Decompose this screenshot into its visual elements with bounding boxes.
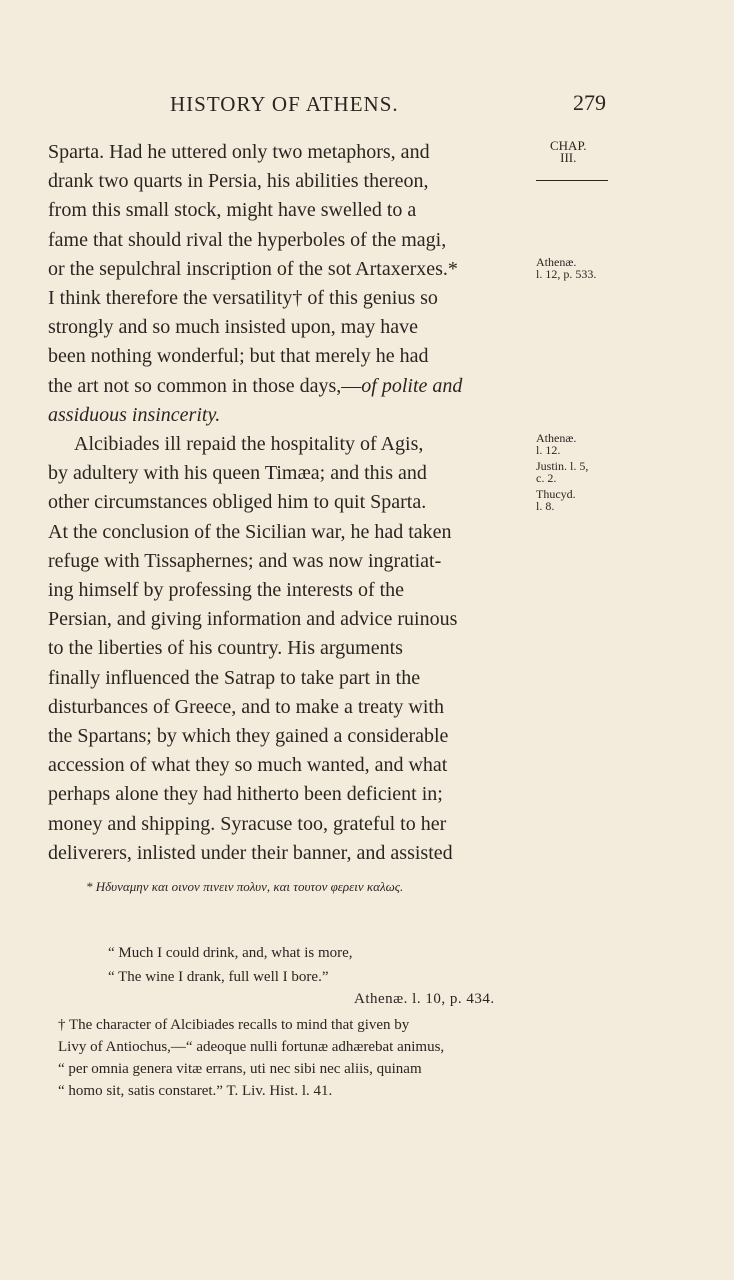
text-line: deliverers, inlisted under their banner, and assisted — [48, 841, 453, 864]
footnote-dagger — [58, 1014, 538, 1102]
text-line: strongly and so much insisted upon, may have — [48, 316, 418, 339]
text-line: I think therefore the versatility† of this genius so — [48, 287, 438, 310]
margin-note-text: Athenæ. — [536, 431, 577, 445]
margin-note-text: Thucyd. — [536, 487, 576, 501]
text-line: or the sepulchral inscription of the sot Artaxerxes.* — [48, 257, 458, 280]
text-line: refuge with Tissaphernes; and was now ingratiat- — [48, 549, 442, 572]
text-line: perhaps alone they had hitherto been deficient in; — [48, 783, 443, 806]
text-line: disturbances of Greece, and to make a treaty with — [48, 695, 444, 718]
margin-note-text: l. 12, p. 533. — [536, 267, 597, 281]
margin-note-text: Justin. l. 5, — [536, 459, 589, 473]
text-line: money and shipping. Syracuse too, grateful to her — [48, 812, 447, 835]
text-line: assiduous insincerity. — [48, 403, 221, 426]
footnote-citation: Athenæ. l. 10, p. 434. — [354, 991, 495, 1007]
footnote-verse-line: “ The wine I drank, full well I bore.” — [108, 969, 329, 985]
text-line — [48, 372, 534, 401]
footnote-greek: * Ηδυναμην και οινον πινειν πολυν, και τουτον φερειν καλως. — [86, 879, 404, 894]
margin-note-athenae-2 — [536, 432, 576, 456]
text-line: to the liberties of his country. His arguments — [48, 637, 403, 660]
page-number: 279 — [573, 90, 606, 115]
text-line: from this small stock, might have swelled to a — [48, 199, 417, 222]
text-line: finally influenced the Satrap to take part in the — [48, 666, 421, 689]
paragraph-start-line: Alcibiades ill repaid the hospitality of Agis, — [74, 433, 424, 456]
footnote-line: “ homo sit, satis constaret.” T. Liv. Hist. l. 41. — [58, 1083, 333, 1099]
footnote-verse-line: “ Much I could drink, and, what is more, — [108, 945, 353, 961]
margin-note-text: l. 12. — [536, 443, 561, 457]
running-title: HISTORY OF ATHENS. — [170, 92, 399, 116]
margin-note-athenae-1 — [536, 256, 596, 280]
text-line: the Spartans; by which they gained a considerable — [48, 725, 449, 748]
margin-note-justin — [536, 460, 588, 484]
text-line: ing himself by professing the interests of the — [48, 579, 405, 602]
text-line: fame that should rival the hyperboles of the magi, — [48, 228, 447, 251]
margin-note-text: c. 2. — [536, 471, 557, 485]
footnote-line: “ per omnia genera vitæ errans, uti nec sibi nec aliis, quinam — [58, 1061, 422, 1077]
footnote-line: Livy of Antiochus,—“ adeoque nulli fortunæ adhærebat animus, — [58, 1039, 445, 1055]
text-line: by adultery with his queen Timæa; and this and — [48, 462, 427, 485]
chapter-marker — [550, 140, 587, 164]
chapter-label: CHAP. — [550, 138, 587, 153]
margin-note-text: l. 8. — [536, 499, 555, 513]
text-line: accession of what they so much wanted, and what — [48, 754, 448, 777]
chapter-rule — [536, 180, 608, 181]
text-line: Sparta. Had he uttered only two metaphors, and — [48, 141, 430, 163]
text-line: Persian, and giving information and advice ruinous — [48, 608, 458, 631]
text-line: other circumstances obliged him to quit Sparta. — [48, 491, 427, 514]
text-fragment: the art not so common in those days,— — [48, 374, 362, 397]
text-line: At the conclusion of the Sicilian war, he had taken — [48, 520, 452, 543]
footnote-line: † The character of Alcibiades recalls to mind that given by — [58, 1017, 410, 1033]
body-text — [48, 138, 534, 868]
text-line: drank two quarts in Persia, his abilities thereon, — [48, 170, 429, 193]
chapter-number: III. — [560, 150, 577, 165]
margin-note-text: Athenæ. — [536, 255, 577, 269]
text-line: been nothing wonderful; but that merely he had — [48, 345, 429, 368]
italic-fragment: of polite and — [361, 374, 463, 397]
margin-note-thucyd — [536, 488, 576, 512]
